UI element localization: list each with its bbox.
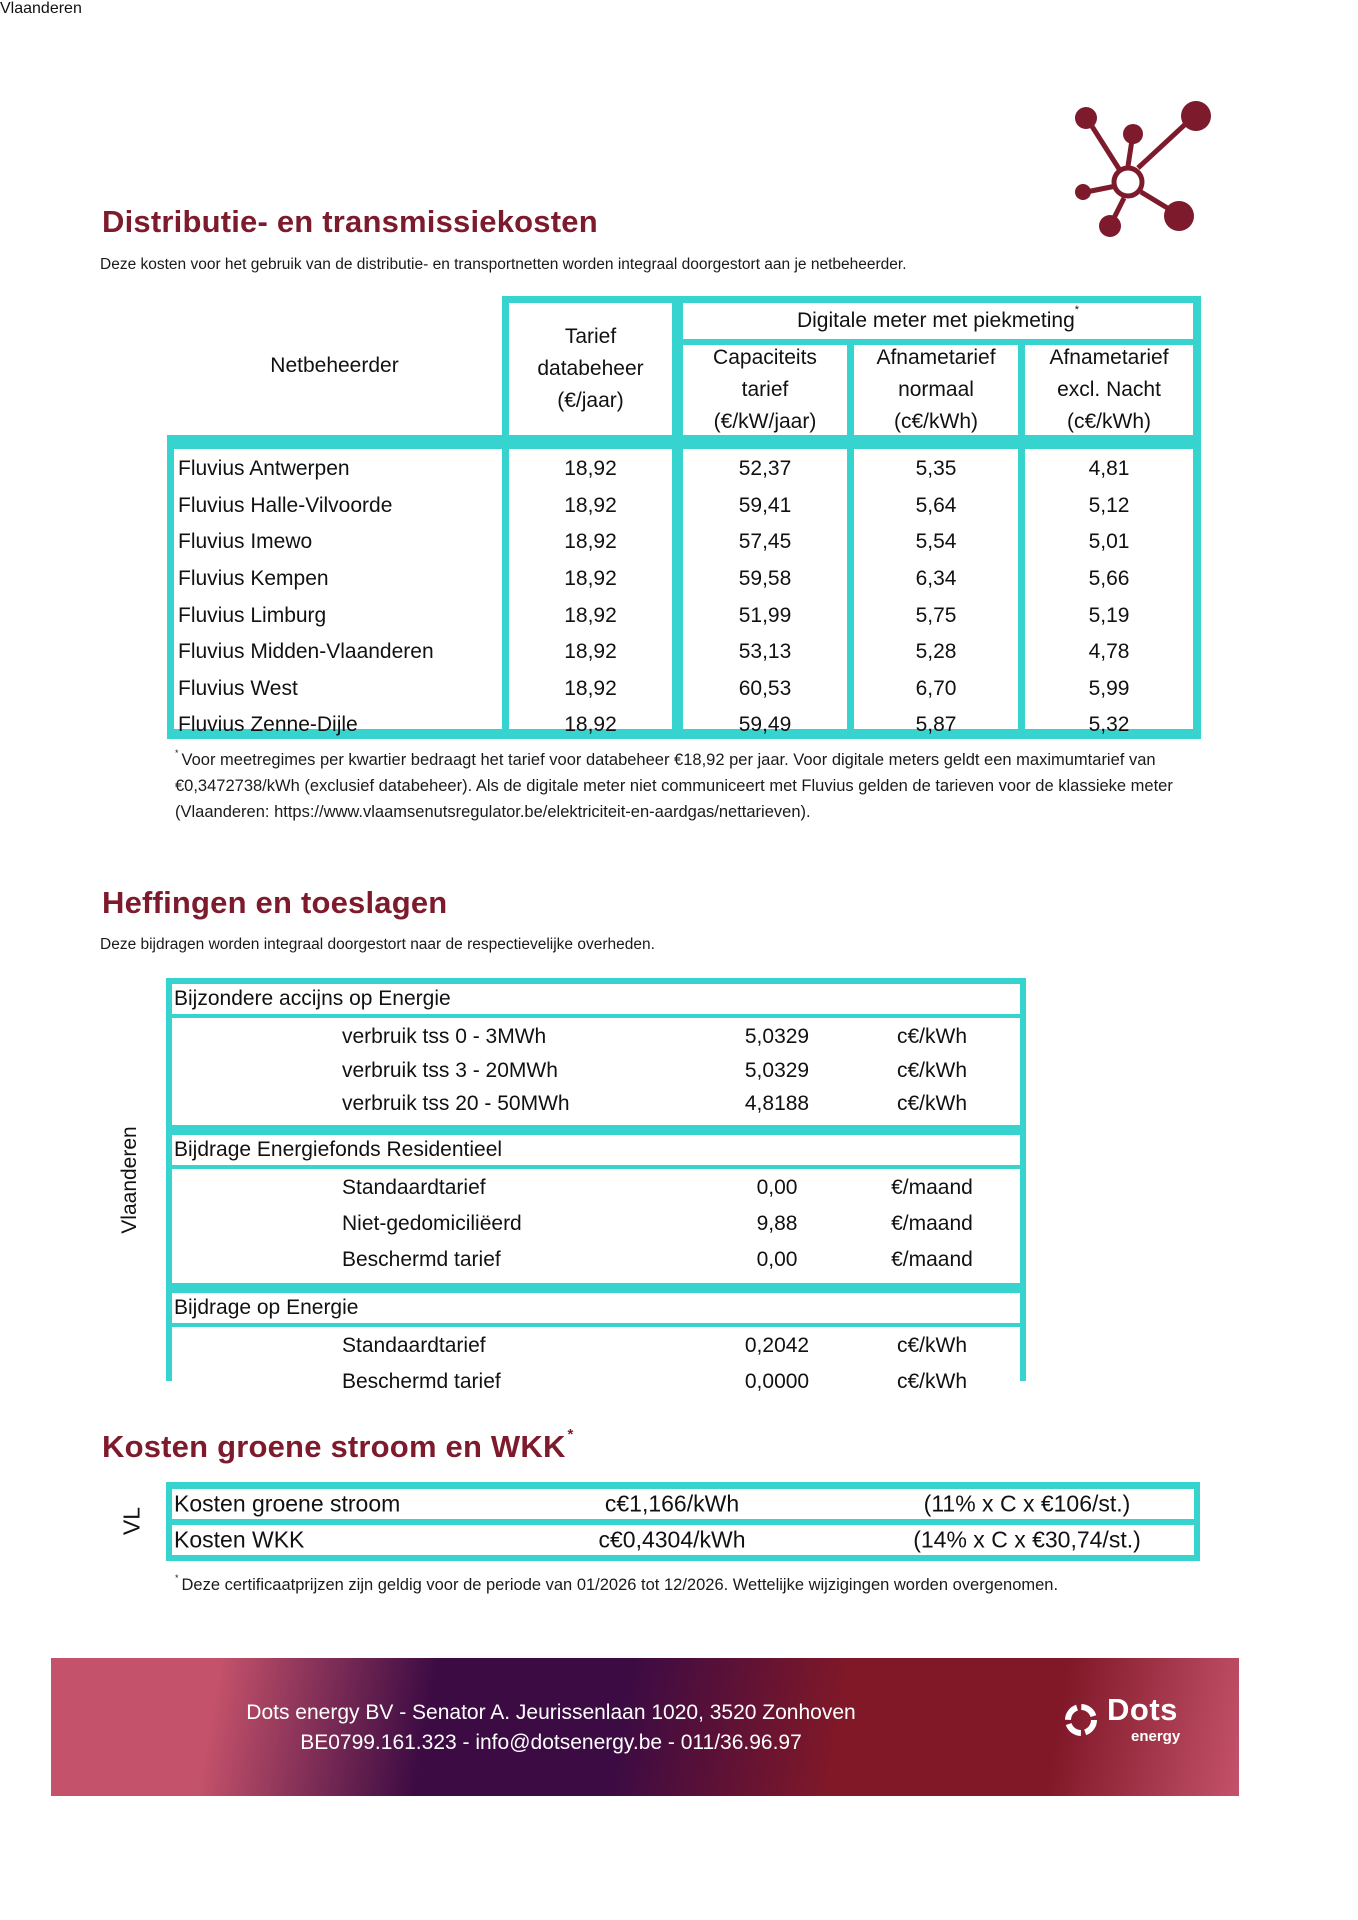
cell-netbeheerder: Fluvius Halle-Vilvoorde <box>178 493 393 517</box>
cell-capaciteit: 59,41 <box>738 493 792 517</box>
row-value: 0,0000 <box>744 1369 810 1393</box>
logo-word: Dots <box>1107 1692 1178 1727</box>
group-body <box>172 1169 1020 1283</box>
cell-normaal: 5,87 <box>915 713 957 737</box>
row-value: 5,0329 <box>744 1058 810 1082</box>
table-row <box>172 1365 1020 1399</box>
region-label-vlaanderen: Vlaanderen <box>0 0 82 17</box>
footnote-marker: * <box>175 1573 179 1583</box>
cell-databeheer: 18,92 <box>564 530 617 554</box>
header-text: excl. Nacht <box>1057 378 1161 401</box>
header-digitale-meter <box>683 303 1193 339</box>
table-row <box>172 1243 1020 1277</box>
section-intro-heffingen: Deze bijdragen worden integraal doorgestort naar de respectievelijke overheden. <box>100 936 655 953</box>
cell-netbeheerder: Fluvius West <box>178 676 298 700</box>
company-address: Dots energy BV - Senator A. Jeurissenlaan 1020, 3520 Zonhoven <box>246 1701 856 1724</box>
table-row <box>172 1020 1020 1054</box>
cell-databeheer: 18,92 <box>564 603 617 627</box>
cell-excl: 5,66 <box>1088 567 1130 591</box>
footnote-marker: * <box>175 748 179 758</box>
footnote-text: Deze certificaatprijzen zijn geldig voor de periode van 01/2026 tot 12/2026. Wettelijke wijzigingen worden overgenomen. <box>181 1576 1059 1594</box>
header-afname-normaal <box>854 345 1018 435</box>
section-intro-distributie: Deze kosten voor het gebruik van de distributie- en transportnetten worden integraal doorgestort aan je netbeheerder. <box>100 256 907 273</box>
row-label: verbruik tss 20 - 50MWh <box>342 1092 570 1115</box>
group-body <box>172 1018 1020 1125</box>
header-text: Afnametarief <box>876 346 996 369</box>
header-capaciteit <box>683 345 847 435</box>
row-formula: (14% x C x €30,74/st.) <box>913 1526 1141 1553</box>
company-contact: BE0799.161.323 - info@dotsenergy.be - 011/36.96.97 <box>300 1731 802 1754</box>
row-price: c€1,166/kWh <box>604 1490 740 1517</box>
distributie-table <box>167 296 1201 739</box>
header-databeheer <box>509 303 672 435</box>
footer-banner <box>51 1658 1239 1796</box>
cell-excl: 5,12 <box>1088 493 1130 517</box>
cell-excl: 5,19 <box>1088 603 1130 627</box>
cell-databeheer: 18,92 <box>564 640 617 664</box>
table-row <box>172 1489 1194 1519</box>
table-row <box>172 1171 1020 1205</box>
region-label-vl: VL <box>118 1506 145 1536</box>
header-text: (€/jaar) <box>557 389 624 412</box>
row-unit: €/maand <box>891 1211 973 1235</box>
row-unit: €/maand <box>891 1247 973 1271</box>
cell-excl: 5,99 <box>1088 676 1130 700</box>
cell-excl: 4,78 <box>1088 640 1130 664</box>
header-netbeheerder: Netbeheerder <box>167 296 502 435</box>
row-label: Kosten groene stroom <box>174 1490 401 1517</box>
header-text: databeheer <box>537 357 644 380</box>
table-row <box>172 1054 1020 1088</box>
cell-netbeheerder: Fluvius Zenne-Dijle <box>178 713 358 737</box>
header-text: Digitale meter met piekmeting <box>796 309 1075 332</box>
network-logo-icon <box>1066 100 1216 242</box>
row-formula: (11% x C x €106/st.) <box>923 1490 1131 1517</box>
logo-sub: energy <box>1131 1728 1181 1745</box>
row-value: 0,00 <box>756 1175 798 1199</box>
row-label: Standaardtarief <box>342 1175 486 1199</box>
cell-netbeheerder: Fluvius Kempen <box>178 567 329 591</box>
footnote-groene-stroom <box>175 1565 1135 1599</box>
row-label: verbruik tss 3 - 20MWh <box>342 1058 558 1082</box>
row-unit: c€/kWh <box>896 1333 967 1357</box>
dots-ring-icon <box>1061 1700 1101 1740</box>
cell-databeheer: 18,92 <box>564 567 617 591</box>
group-title: Bijzondere accijns op Energie <box>172 984 1020 1014</box>
table-row <box>172 1329 1020 1363</box>
group-title: Bijdrage Energiefonds Residentieel <box>172 1135 1020 1165</box>
row-value: 0,00 <box>756 1247 798 1271</box>
cell-excl: 4,81 <box>1088 457 1130 481</box>
row-value: 5,0329 <box>744 1025 810 1048</box>
cell-normaal: 5,64 <box>915 493 957 517</box>
cell-netbeheerder: Fluvius Midden-Vlaanderen <box>178 640 434 664</box>
row-price: c€0,4304/kWh <box>598 1526 746 1553</box>
column-databeheer <box>509 449 672 737</box>
header-text: (c€/kWh) <box>894 410 978 433</box>
header-afname-excl <box>1025 345 1193 435</box>
region-label-vlaanderen: Vlaanderen <box>118 1126 141 1234</box>
row-unit: c€/kWh <box>896 1092 967 1115</box>
row-label: Beschermd tarief <box>342 1369 501 1393</box>
cell-excl: 5,32 <box>1088 713 1130 737</box>
cell-capaciteit: 60,53 <box>738 676 792 700</box>
table-row <box>172 1207 1020 1241</box>
header-text: Tarief <box>564 325 617 348</box>
row-label: Standaardtarief <box>342 1333 486 1357</box>
group-title: Bijdrage op Energie <box>172 1293 1020 1323</box>
cell-capaciteit: 51,99 <box>738 603 792 627</box>
footnote-marker: * <box>567 1426 574 1443</box>
cell-capaciteit: 53,13 <box>738 640 792 664</box>
groene-stroom-table <box>166 1482 1200 1561</box>
section-title-groene-stroom <box>102 1426 574 1465</box>
row-unit: c€/kWh <box>896 1025 967 1048</box>
row-unit: €/maand <box>891 1175 973 1199</box>
row-value: 0,2042 <box>744 1333 810 1357</box>
footnote-marker: * <box>1074 304 1080 316</box>
dots-energy-logo <box>1061 1692 1211 1758</box>
cell-capaciteit: 52,37 <box>738 457 792 481</box>
cell-capaciteit: 59,58 <box>738 567 792 591</box>
table-row <box>172 1087 1020 1121</box>
cell-databeheer: 18,92 <box>564 457 617 481</box>
row-label: Niet-gedomiciliëerd <box>342 1211 522 1235</box>
footnote-text: Voor meetregimes per kwartier bedraagt het tarief voor databeheer €18,92 per jaar. Voor digitale meters geldt een maximumtarief van €0,3472738/kWh (exclusief databeheer). Als de digitale meter niet communiceert met Fluvius gelden de tarieven voor de klassieke meter (Vlaanderen: https://www.vlaamsenutsregulator.be/elektriciteit-en-aardgas/nettarieven). <box>175 751 1173 821</box>
header-text: tarief <box>741 378 789 401</box>
heffingen-table <box>166 978 1026 1393</box>
column-netbeheerder <box>174 449 502 737</box>
row-value: 4,8188 <box>744 1092 810 1115</box>
cell-netbeheerder: Fluvius Antwerpen <box>178 457 350 481</box>
cell-normaal: 5,28 <box>915 640 957 664</box>
header-text: (€/kW/jaar) <box>713 410 817 433</box>
header-text: Afnametarief <box>1049 346 1169 369</box>
table-row <box>172 1525 1194 1555</box>
row-label: verbruik tss 0 - 3MWh <box>342 1025 547 1048</box>
column-capaciteit <box>683 449 847 737</box>
cell-excl: 5,01 <box>1088 530 1130 554</box>
table-body <box>167 435 1201 739</box>
cell-capaciteit: 59,49 <box>738 713 792 737</box>
header-text: normaal <box>898 378 974 401</box>
section-title-distributie: Distributie- en transmissiekosten <box>102 204 598 239</box>
cell-normaal: 5,75 <box>915 603 957 627</box>
header-text: Capaciteits <box>713 346 817 369</box>
header-frame <box>502 296 1201 439</box>
section-title-heffingen: Heffingen en toeslagen <box>102 885 448 920</box>
title-text: Kosten groene stroom en WKK <box>102 1429 566 1464</box>
column-afname-normaal <box>854 449 1018 737</box>
cell-normaal: 5,35 <box>915 457 957 481</box>
cell-netbeheerder: Fluvius Limburg <box>178 603 327 627</box>
cell-databeheer: 18,92 <box>564 676 617 700</box>
header-text: (c€/kWh) <box>1067 410 1151 433</box>
group-body <box>172 1327 1020 1405</box>
row-value: 9,88 <box>756 1211 798 1235</box>
cell-netbeheerder: Fluvius Imewo <box>178 530 313 554</box>
cell-databeheer: 18,92 <box>564 713 617 737</box>
cell-normaal: 5,54 <box>915 530 957 554</box>
row-unit: c€/kWh <box>896 1058 967 1082</box>
cell-normaal: 6,70 <box>915 676 957 700</box>
row-label: Kosten WKK <box>174 1526 305 1553</box>
row-label: Beschermd tarief <box>342 1247 501 1271</box>
row-unit: c€/kWh <box>896 1369 967 1393</box>
cell-capaciteit: 57,45 <box>738 530 792 554</box>
company-info <box>51 1698 1051 1758</box>
column-afname-excl <box>1025 449 1193 737</box>
cell-normaal: 6,34 <box>915 567 957 591</box>
cell-databeheer: 18,92 <box>564 493 617 517</box>
footnote-distributie <box>175 740 1195 825</box>
